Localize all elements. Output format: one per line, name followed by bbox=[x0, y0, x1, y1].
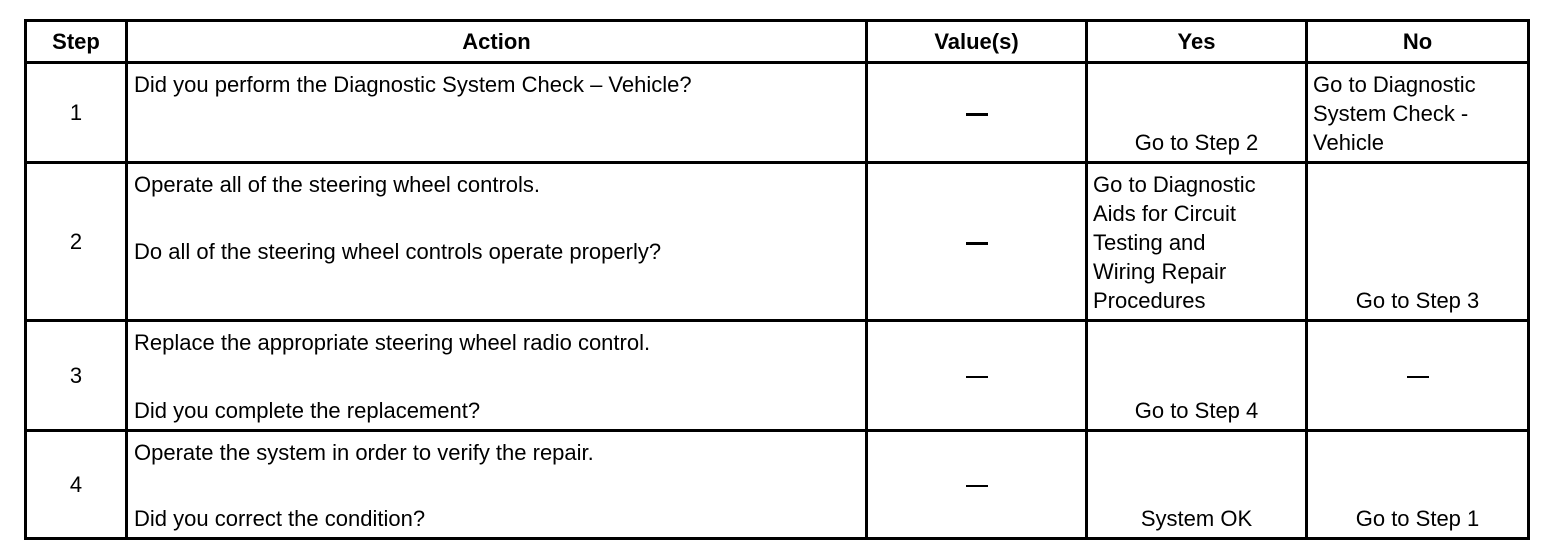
header-yes: Yes bbox=[1087, 21, 1307, 63]
yes-cell: Go to Step 2 bbox=[1087, 63, 1307, 163]
action-question: Did you complete the replacement? bbox=[134, 398, 481, 423]
action-text: Replace the appropriate steering wheel radio control. bbox=[134, 330, 651, 355]
no-line: Vehicle bbox=[1313, 130, 1384, 155]
yes-line: Wiring Repair bbox=[1093, 259, 1227, 284]
no-line: System Check - bbox=[1313, 101, 1469, 126]
no-cell: Go to Step 3 bbox=[1307, 163, 1529, 321]
yes-line: Go to Diagnostic bbox=[1093, 172, 1256, 197]
header-action: Action bbox=[127, 21, 867, 63]
action-cell bbox=[127, 431, 867, 539]
yes-line: Procedures bbox=[1093, 288, 1206, 313]
no-line: Go to Diagnostic bbox=[1313, 72, 1476, 97]
step-number: 3 bbox=[26, 321, 127, 431]
table-row bbox=[26, 63, 1529, 163]
value-cell bbox=[867, 163, 1087, 321]
header-no: No bbox=[1307, 21, 1529, 63]
yes-line: Testing and bbox=[1093, 230, 1206, 255]
action-text: Operate the system in order to verify the repair. bbox=[134, 440, 594, 465]
yes-cell: Go to Step 4 bbox=[1087, 321, 1307, 431]
action-cell bbox=[127, 163, 867, 321]
em-dash bbox=[966, 485, 988, 487]
em-dash bbox=[966, 376, 988, 378]
yes-cell: System OK bbox=[1087, 431, 1307, 539]
no-cell: Go to Step 1 bbox=[1307, 431, 1529, 539]
em-dash bbox=[966, 113, 988, 116]
em-dash bbox=[966, 242, 988, 245]
action-text: Operate all of the steering wheel controls. bbox=[134, 172, 541, 197]
table-row bbox=[26, 431, 1529, 539]
header-values: Value(s) bbox=[867, 21, 1087, 63]
action-text: Did you perform the Diagnostic System Check – Vehicle? bbox=[134, 72, 692, 97]
table-row bbox=[26, 321, 1529, 431]
action-question: Do all of the steering wheel controls operate properly? bbox=[134, 239, 662, 264]
action-cell bbox=[127, 63, 867, 163]
value-cell bbox=[867, 431, 1087, 539]
diagnostic-table bbox=[24, 19, 1530, 540]
yes-cell bbox=[1087, 163, 1307, 321]
value-cell bbox=[867, 63, 1087, 163]
step-number: 1 bbox=[26, 63, 127, 163]
action-question: Did you correct the condition? bbox=[134, 506, 426, 531]
step-number: 2 bbox=[26, 163, 127, 321]
step-number: 4 bbox=[26, 431, 127, 539]
table-row bbox=[26, 163, 1529, 321]
header-step: Step bbox=[26, 21, 127, 63]
value-cell bbox=[867, 321, 1087, 431]
no-cell bbox=[1307, 63, 1529, 163]
no-cell bbox=[1307, 321, 1529, 431]
action-cell bbox=[127, 321, 867, 431]
yes-line: Aids for Circuit bbox=[1093, 201, 1237, 226]
em-dash bbox=[1407, 376, 1429, 378]
header-row bbox=[26, 21, 1529, 63]
